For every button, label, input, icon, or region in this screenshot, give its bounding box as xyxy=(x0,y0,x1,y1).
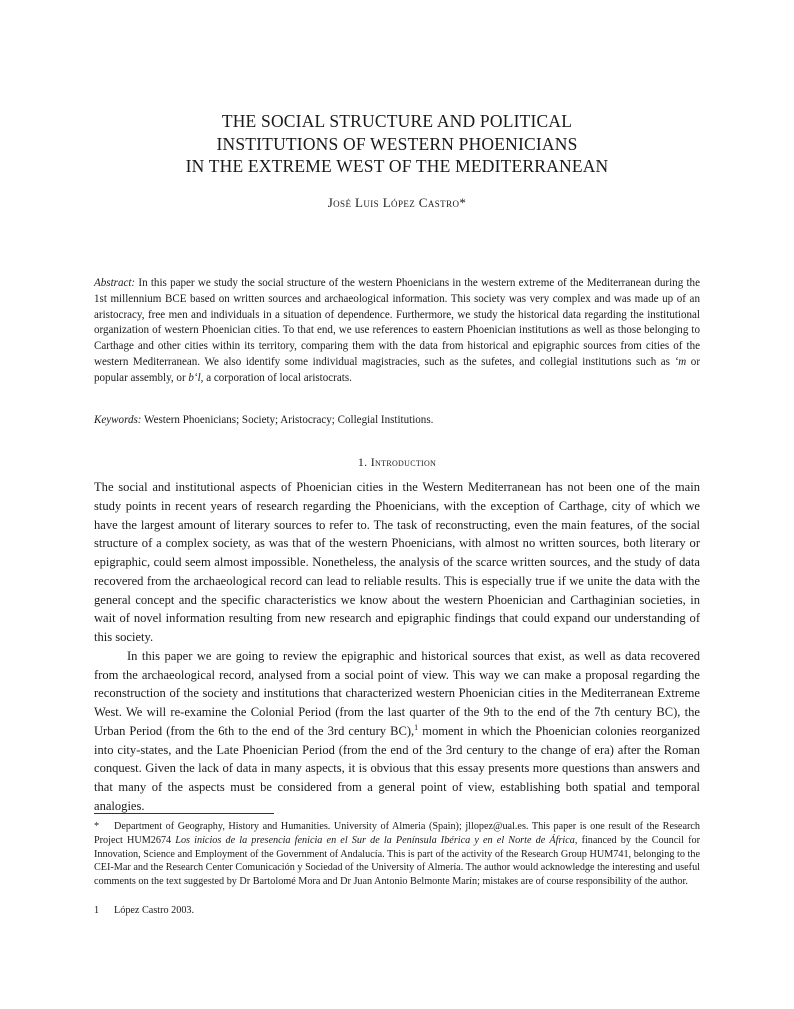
footnote-author-text-a: Department of Geography, History and Humanities. University of Almeria (Spain); jllopez@ual.es. This paper is one result of the Research Project HUM2674 xyxy=(94,821,700,846)
abstract-text-mid: or popular assembly, or xyxy=(94,355,701,384)
footnote-author-mark: * xyxy=(94,821,100,832)
title-line-2: INSTITUTIONS OF WESTERN PHOENICIANS xyxy=(216,133,578,154)
footnote-ref-1[interactable]: 1 xyxy=(414,722,419,732)
footnote-1-mark: 1 xyxy=(94,905,100,916)
footnote-1-text: López Castro 2003. xyxy=(114,905,195,916)
body-text xyxy=(94,478,700,816)
author-name: José Luis López Castro xyxy=(327,195,460,210)
author-line xyxy=(94,195,700,211)
footnote-1 xyxy=(94,904,700,918)
footnote-project-title: Los inicios de la presencia fenicia en el Sur de la Península Ibérica y en el Norte de África xyxy=(175,834,575,846)
abstract-term-m: ‘m xyxy=(674,355,687,368)
footnote-author-text-b: , financed by the Council for Innovation, Science and Employment of the Government of Andalucía. This is part of the activity of the Research Group HUM741, belonging to the CEI-Mar and the Research Center Comunicación y Sociedad of the University of Almería. The author would acknowledge the interesting and useful comments on the text suggested by Dr Bartolomé Mora and Dr Juan Antonio Belmonte Marín; mistakes are of course responsibility of the author. xyxy=(94,834,700,888)
abstract-text: In this paper we study the social structure of the western Phoenicians in the western extreme of the Mediterranean during the 1st millennium BCE based on written sources and archaeological information. This society was very complex and was made up of an aristocracy, free men and individuals in a situation of dependence. Furthermore, we study the historical data regarding the institutional organization of western Phoenician cities. To that end, we use references to eastern Phoenician institutions as well as those belonging to Carthage and other cities within its territory, comparing them with the data from historical and epigraphic sources from cities of the western Mediterranean. We also identify some individual magistracies, such as the sufetes, and collegial institutions such as xyxy=(94,277,700,368)
paragraph-2 xyxy=(94,647,700,816)
title-line-1: THE SOCIAL STRUCTURE AND POLITICAL xyxy=(221,111,573,131)
author-footnote-mark: * xyxy=(459,195,467,210)
keywords-text: Western Phoenicians; Society; Aristocracy; Collegial Institutions. xyxy=(141,414,434,426)
abstract-term-bl: b‘l xyxy=(188,371,201,384)
section-title: Introduction xyxy=(370,455,437,469)
abstract-text-end: , a corporation of local aristocrats. xyxy=(200,371,352,384)
paper-title xyxy=(94,110,700,178)
abstract xyxy=(94,276,700,386)
section-number: 1. xyxy=(357,455,368,469)
title-line-3: IN THE EXTREME WEST OF THE MEDITERRANEAN xyxy=(185,156,609,176)
footnote-author xyxy=(94,820,700,889)
paragraph-1: The social and institutional aspects of Phoenician cities in the Western Mediterranean has not been one of the main study points in recent years of research regarding the Phoenicians, with the exception of Carthage, city of which we have the largest amount of literary sources to refer to. The task of reconstructing, even the main features, of the social structure of a complex society, as was that of the western Phoenicians, with almost no written sources, both literary or epigraphic, could seem almost impossible. Nonetheless, the analysis of the scarce written sources, and the study of data recovered from the archaeological record can lead to reliable results. This is especially true if we unite the data with the general concept and the specific characteristics we know about the western Phoenician and Carthaginian societies, in wait of novel information resulting from new research and epigraphic findings that could expand our understanding of this society. xyxy=(94,480,700,644)
paragraph-2-part-a: In this paper we are going to review the epigraphic and historical sources that exist, as well as data recovered from the archaeological record, analysed from a social point of view. This way we can make a proposal regarding the reconstruction of the society and institutions that characterized western Phoenician cities in the Mediterranean Extreme West. We will re-examine the Colonial Period (from the last quarter of the 9th to the end of the 7th century BC), the Urban Period (from the 6th to the end of the 3rd century BC), xyxy=(94,648,700,738)
keywords-label: Keywords: xyxy=(94,414,142,426)
paragraph-2-part-b: moment in which the Phoenician colonies reorganized into city-states, and the Late Phoenician Period (from the end of the 3rd century to the change of era) after the Roman conquest. Given the lack of data in many aspects, it is obvious that this essay presents more questions than answers and that many of the aspects must be considered from a general point of view, establishing both spatial and temporal analogies. xyxy=(94,723,700,813)
footnote-divider xyxy=(94,813,274,814)
section-heading xyxy=(94,455,700,470)
abstract-label: Abstract: xyxy=(94,277,136,289)
keywords xyxy=(94,413,700,429)
